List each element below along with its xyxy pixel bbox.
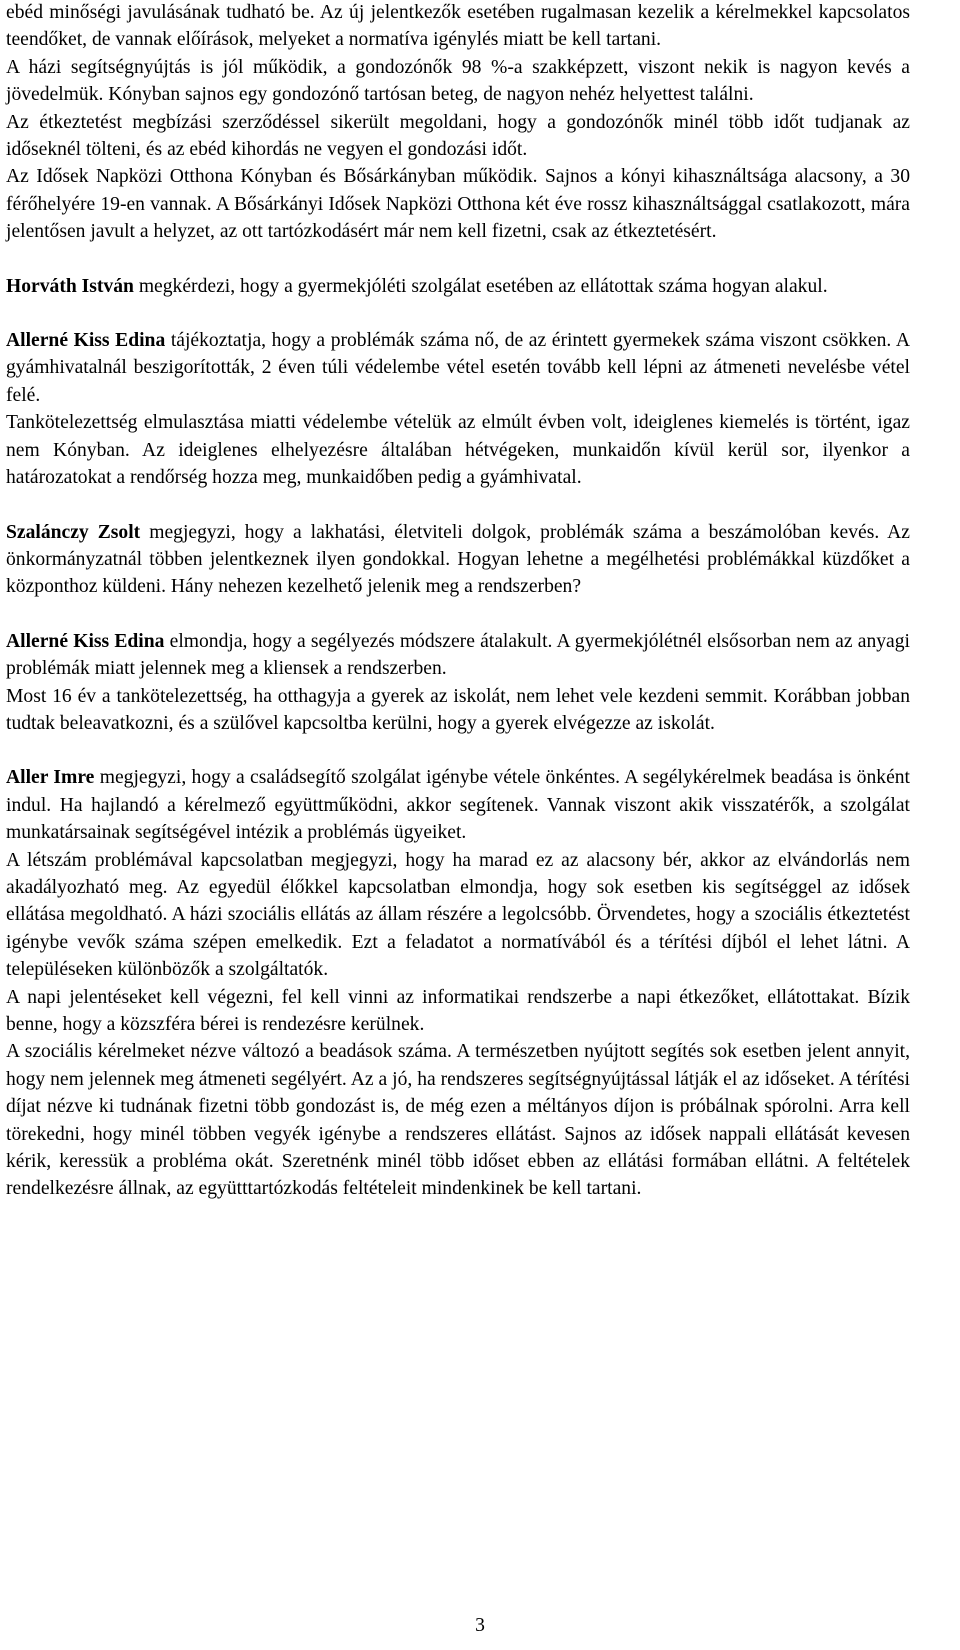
paragraph-text: A létszám problémával kapcsolatban megjegyzi, hogy ha marad ez az alacsony bér, akkor az elvándorlás nem akadályozható meg. Az egyedül élőkkel kapcsolatban elmondja, hogy sok esetben kis segítséggel az idősek ellátása megoldható. A házi szociális ellátás az állam részére a legolcsóbb. Örvendetes, hogy a szociális étkeztetést igénybe vevők száma szépen emelkedik. Ezt a feladatot a normatívából és a térítési díjból el lehet látni. A településeken különbözők a szolgáltatók. xyxy=(6,849,910,981)
paragraph xyxy=(6,273,910,300)
paragraph xyxy=(6,628,910,683)
paragraph xyxy=(6,519,910,601)
paragraph-spacer xyxy=(6,737,910,764)
paragraph-text: elmondja, hogy a segélyezés módszere átalakult. A gyermekjólétnél elsősorban nem az anyagi problémák miatt jelennek meg a kliensek a rendszerben. xyxy=(6,630,910,680)
paragraph-text: megjegyzi, hogy a lakhatási, életviteli dolgok, problémák száma a beszámolóban kevés. Az önkormányzatnál többen jelentkeznek ilyen gondokkal. Hogyan lehetne a megélhetési problémákkal küzdőket a központhoz küldeni. Hány nehezen kezelhető jelenik meg a rendszerben? xyxy=(6,521,911,598)
paragraph-spacer xyxy=(6,300,910,327)
paragraph-text: A szociális kérelmeket nézve változó a beadások száma. A természetben nyújtott segítés sok esetben jelent annyit, hogy nem jelennek meg átmeneti segélyért. Az a jó, ha rendszeres segítségnyújtással látják el az időseket. A térítési díjat nézve ki tudnának fizetni több gondozást is, de még ezen a méltányos díjon is próbálnak spórolni. Arra kell törekedni, hogy minél többen vegyék igénybe a rendszeres ellátást. Sajnos az idősek nappali ellátását kevesen kérik, keressük a probléma okát. Szeretnénk minél több időset ebben az ellátási formában ellátni. A feltételek rendelkezésre állnak, az együtttartózkodás feltételeit mindenkinek be kell tartani. xyxy=(6,1041,910,1200)
paragraph-text: A napi jelentéseket kell végezni, fel kell vinni az informatikai rendszerbe a napi étkezőket, ellátottakat. Bízik benne, hogy a közszféra bérei is rendezésre kerülnek. xyxy=(6,986,910,1035)
paragraph xyxy=(6,764,910,846)
paragraph-text: A házi segítségnyújtás is jól működik, a gondozónők 98 %-a szakképzett, viszont nekik is nagyon kevés a jövedelmük. Kónyban sajnos egy gondozónő tartósan beteg, de nagyon nehéz helyettest találni. xyxy=(6,56,910,106)
paragraph xyxy=(6,683,910,738)
paragraph xyxy=(6,109,910,164)
speaker-name: Horváth István xyxy=(6,275,134,297)
paragraph-text: ebéd minőségi javulásának tudható be. Az új jelentkezők esetében rugalmasan kezelik a kérelmekkel kapcsolatos teendőket, de vannak előírások, melyeket a normatíva igénylés miatt be kell tartani. xyxy=(6,2,910,51)
document-body xyxy=(6,0,910,1203)
paragraph xyxy=(6,163,910,245)
paragraph-text: Az étkeztetést megbízási szerződéssel sikerült megoldani, hogy a gondozónők minél több időt tudjanak az időseknél tölteni, és az ebéd kihordás ne vegyen el gondozási időt. xyxy=(6,111,910,161)
paragraph xyxy=(6,1038,910,1202)
paragraph xyxy=(6,847,910,984)
speaker-name: Szalánczy Zsolt xyxy=(6,521,141,543)
paragraph-text: megkérdezi, hogy a gyermekjóléti szolgálat esetében az ellátottak száma hogyan alakul. xyxy=(133,275,828,297)
paragraph-spacer xyxy=(6,492,910,519)
paragraph-text: Tankötelezettség elmulasztása miatti védelembe vételük az elmúlt évben volt, ideiglenes kiemelés is történt, igaz nem Kónyban. Az ideiglenes elhelyezésre általában hétvégeken, munkaidőn kívül kerül sor, ilyenkor a határozatokat a rendőrség hozza meg, munkaidőben pedig a gyámhivatal. xyxy=(6,412,910,489)
paragraph-text: Most 16 év a tankötelezettség, ha otthagyja a gyerek az iskolát, nem lehet vele kezdeni semmit. Korábban jobban tudtak beleavatkozni, és a szülővel kapcsoltba kerülni, hogy a gyerek elvégezze az iskolát. xyxy=(6,685,910,734)
speaker-name: Allerné Kiss Edina xyxy=(6,330,166,352)
paragraph xyxy=(6,327,910,409)
page-number: 3 xyxy=(475,1615,485,1636)
paragraph xyxy=(6,409,910,491)
paragraph-text: Az Idősek Napközi Otthona Kónyban és Bősárkányban működik. Sajnos a kónyi kihasználtsága alacsony, a 30 férőhelyére 19-en vannak. A Bősárkányi Idősek Napközi Otthona két éve rossz kihasználtsággal csatlakozott, mára jelentősen javult a helyzet, az ott tartózkodásért már nem kell fizetni, csak az étkeztetésért. xyxy=(6,166,910,243)
paragraph xyxy=(6,984,910,1039)
paragraph-spacer xyxy=(6,246,910,273)
paragraph xyxy=(6,54,910,109)
speaker-name: Aller Imre xyxy=(6,767,95,789)
paragraph-text: tájékoztatja, hogy a problémák száma nő, de az érintett gyermekek száma viszont csökken. A gyámhivatalnál beszigorították, 2 éven túli védelembe vétel esetén tovább kell lépni az átmeneti nevelésbe vétel felé. xyxy=(6,330,910,406)
paragraph-spacer xyxy=(6,601,910,628)
paragraph-text: megjegyzi, hogy a családsegítő szolgálat igénybe vétele önkéntes. A segélykérelmek beadása is önként indul. Ha hajlandó a kérelmező együttműködni, akkor segítenek. Vannak viszont akik visszatérők, a szolgálat munkatársainak segítségével intézik a problémás ügyeiket. xyxy=(6,767,911,844)
paragraph xyxy=(6,0,910,54)
speaker-name: Allerné Kiss Edina xyxy=(6,630,165,652)
